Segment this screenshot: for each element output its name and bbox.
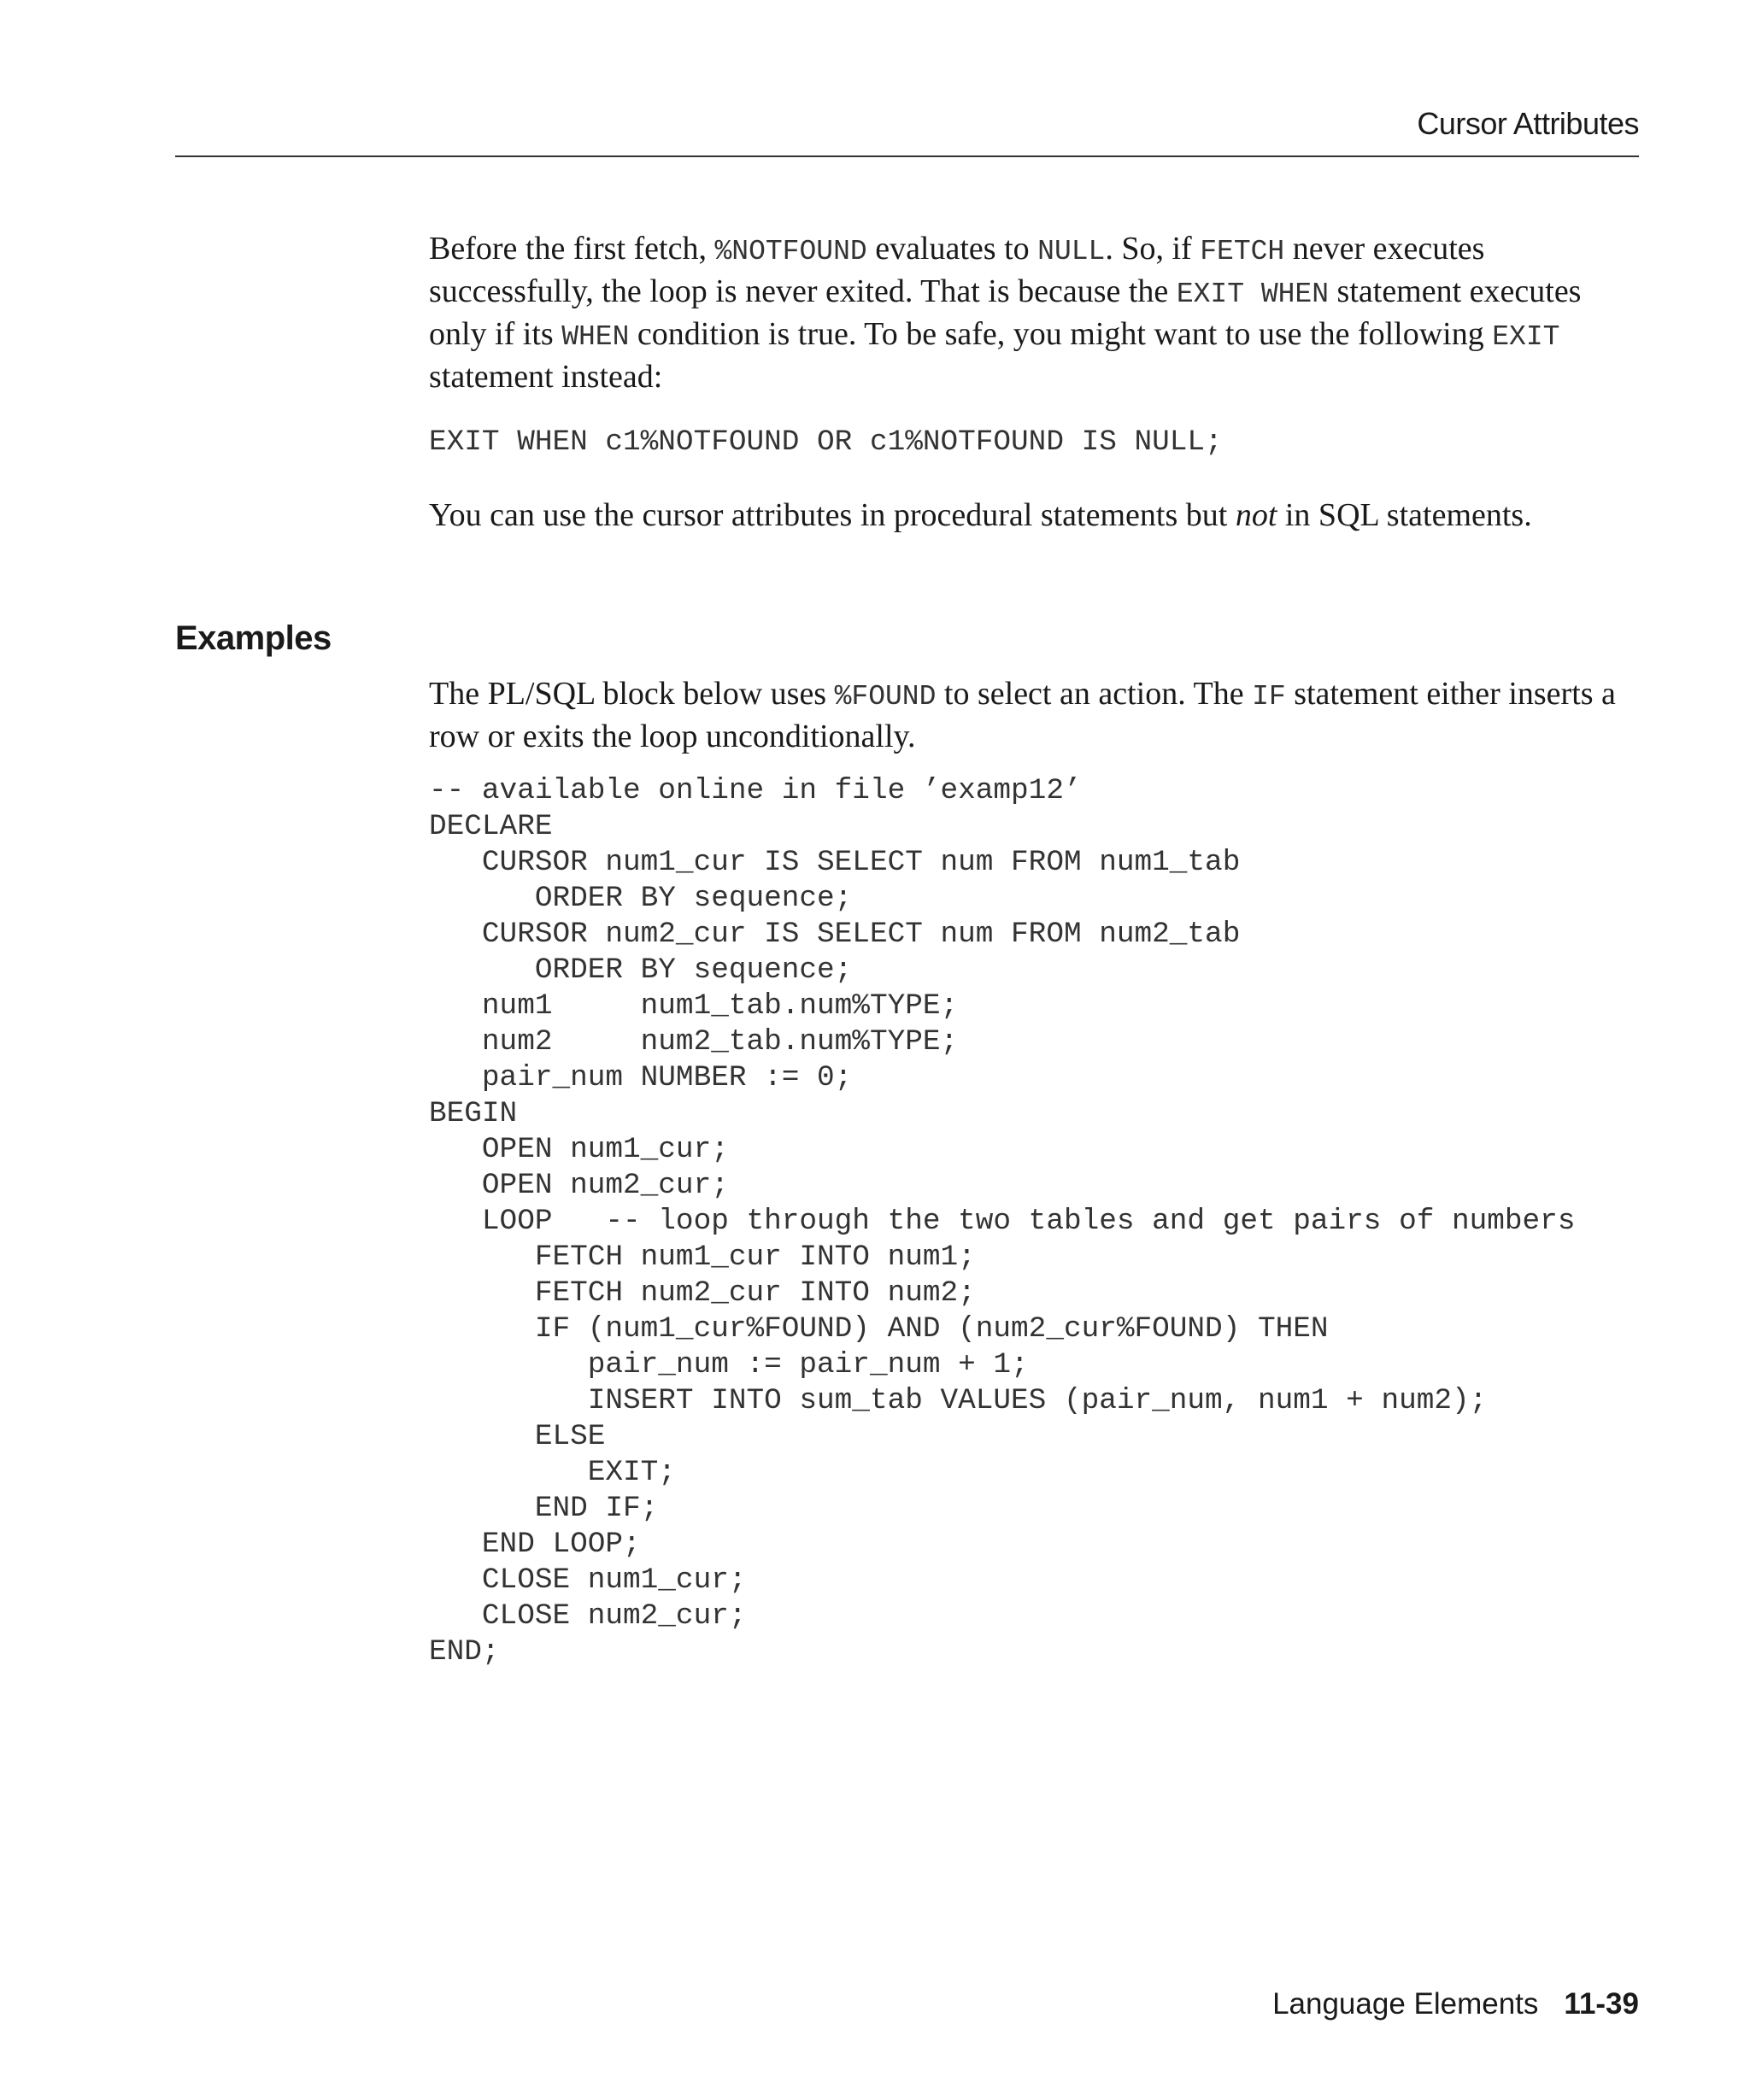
inline-code: EXIT WHEN	[1176, 279, 1330, 310]
footer-page-number: 11-39	[1564, 1987, 1639, 2021]
page-footer	[1272, 1987, 1639, 2021]
inline-code: IF	[1252, 681, 1286, 713]
text: The PL/SQL block below uses	[429, 676, 835, 712]
text: condition is true. To be safe, you might want to use the following	[629, 316, 1493, 352]
paragraph-notfound-null	[429, 229, 1642, 396]
code-exit-when: EXIT WHEN c1%NOTFOUND OR c1%NOTFOUND IS NULL;	[429, 425, 1223, 459]
text: evaluates to	[866, 231, 1038, 267]
text: statement either inserts a row or exits the loop unconditionally.	[429, 676, 1616, 754]
section-heading-examples: Examples	[175, 619, 332, 657]
text: to select an action. The	[936, 676, 1253, 712]
inline-code: NULL	[1037, 236, 1106, 267]
inline-code: WHEN	[561, 321, 630, 353]
code-example-plsql-block: -- available online in file ’examp12’ DECLARE CURSOR num1_cur IS SELECT num FROM num1_tab ORDER BY sequence; CURSOR num2_cur IS SELECT num FROM num2_tab ORDER BY sequence; num1 num1_tab.num%TYPE; num2 num2_tab.num%TYPE; pair_num NUMBER := 0; BEGIN OPEN num1_cur; OPEN num2_cur; LOOP -- loop through the two tables and get pairs of numbers FETCH num1_cur INTO num1; FETCH num2_cur INTO num2; IF (num1_cur%FOUND) AND (num2_cur%FOUND) THEN pair_num := pair_num + 1; INSERT INTO sum_tab VALUES (pair_num, num1 + num2); ELSE EXIT; END IF; END LOOP; CLOSE num1_cur; CLOSE num2_cur; END;	[429, 774, 1576, 1669]
running-header-title: Cursor Attributes	[1417, 106, 1639, 141]
text: statement executes only if its	[429, 273, 1582, 352]
emphasis-not: not	[1235, 497, 1277, 533]
inline-code: EXIT	[1492, 321, 1560, 353]
inline-code: %NOTFOUND	[714, 236, 867, 267]
inline-code: FETCH	[1200, 236, 1285, 267]
text: You can use the cursor attributes in procedural statements but	[429, 497, 1236, 533]
paragraph-examples-intro	[429, 674, 1642, 756]
footer-chapter: Language Elements	[1272, 1987, 1539, 2021]
paragraph-procedural-statements	[429, 496, 1642, 535]
header-rule	[175, 155, 1639, 157]
text: statement instead:	[429, 359, 663, 395]
text: . So, if	[1105, 231, 1201, 267]
text: Before the first fetch,	[429, 231, 715, 267]
inline-code: %FOUND	[834, 681, 937, 713]
text: in SQL statements.	[1277, 497, 1532, 533]
text: never executes successfully, the loop is never exited. That is because the	[429, 231, 1485, 309]
